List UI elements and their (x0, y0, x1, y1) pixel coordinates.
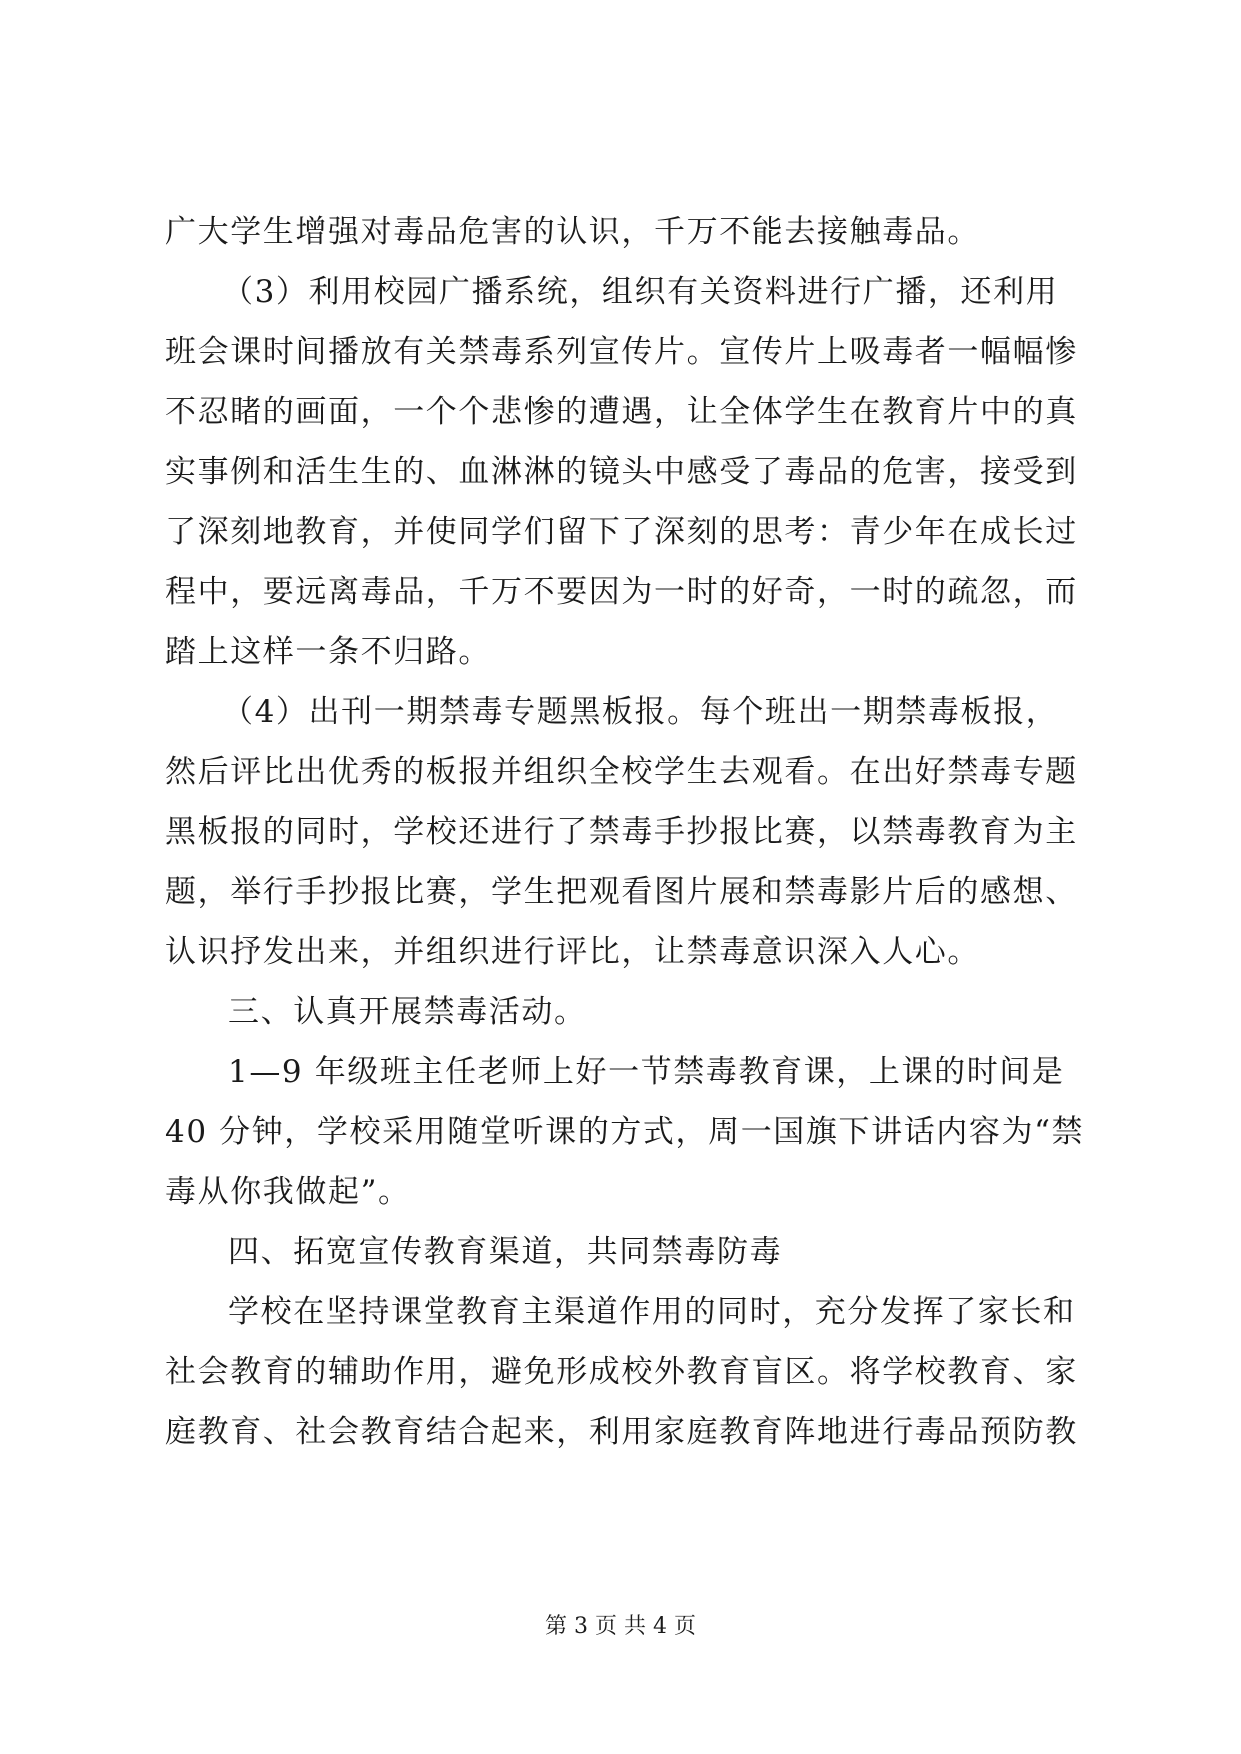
text-line: 踏上这样一条不归路。 (165, 634, 491, 670)
text-line: 然后评比出优秀的板报并组织全校学生去观看。在出好禁毒专题 (165, 754, 1078, 790)
text-line: 1—9 年级班主任老师上好一节禁毒教育课，上课的时间是 (228, 1054, 1065, 1090)
text-line: 40 分钟，学校采用随堂听课的方式，周一国旗下讲话内容为“禁 (165, 1114, 1085, 1150)
section-heading: 四、拓宽宣传教育渠道，共同禁毒防毒 (228, 1234, 783, 1270)
text-line: 实事例和活生生的、血淋淋的镜头中感受了毒品的危害，接受到 (165, 454, 1078, 490)
text-line: 程中，要远离毒品，千万不要因为一时的好奇，一时的疏忽，而 (165, 574, 1078, 610)
text-line: 黑板报的同时，学校还进行了禁毒手抄报比赛，以禁毒教育为主 (165, 814, 1078, 850)
text-line: 庭教育、社会教育结合起来，利用家庭教育阵地进行毒品预防教 (165, 1414, 1078, 1450)
text-line: 广大学生增强对毒品危害的认识，千万不能去接触毒品。 (165, 214, 980, 250)
page-number-footer: 第 3 页 共 4 页 (545, 1614, 696, 1639)
text-line: 社会教育的辅助作用，避免形成校外教育盲区。将学校教育、家 (165, 1354, 1078, 1390)
text-line: （4）出刊一期禁毒专题黑板报。每个班出一期禁毒板报， (222, 694, 1059, 730)
section-heading: 三、认真开展禁毒活动。 (228, 994, 587, 1030)
text-line: （3）利用校园广播系统，组织有关资料进行广播，还利用 (222, 274, 1059, 310)
text-line: 题，举行手抄报比赛，学生把观看图片展和禁毒影片后的感想、 (165, 874, 1078, 910)
text-line: 不忍睹的画面，一个个悲惨的遭遇，让全体学生在教育片中的真 (165, 394, 1078, 430)
text-line: 了深刻地教育，并使同学们留下了深刻的思考：青少年在成长过 (165, 514, 1078, 550)
text-line: 认识抒发出来，并组织进行评比，让禁毒意识深入人心。 (165, 934, 980, 970)
text-line: 毒从你我做起”。 (165, 1174, 411, 1210)
text-line: 班会课时间播放有关禁毒系列宣传片。宣传片上吸毒者一幅幅惨 (165, 334, 1078, 370)
text-line: 学校在坚持课堂教育主渠道作用的同时，充分发挥了家长和 (228, 1294, 1076, 1330)
